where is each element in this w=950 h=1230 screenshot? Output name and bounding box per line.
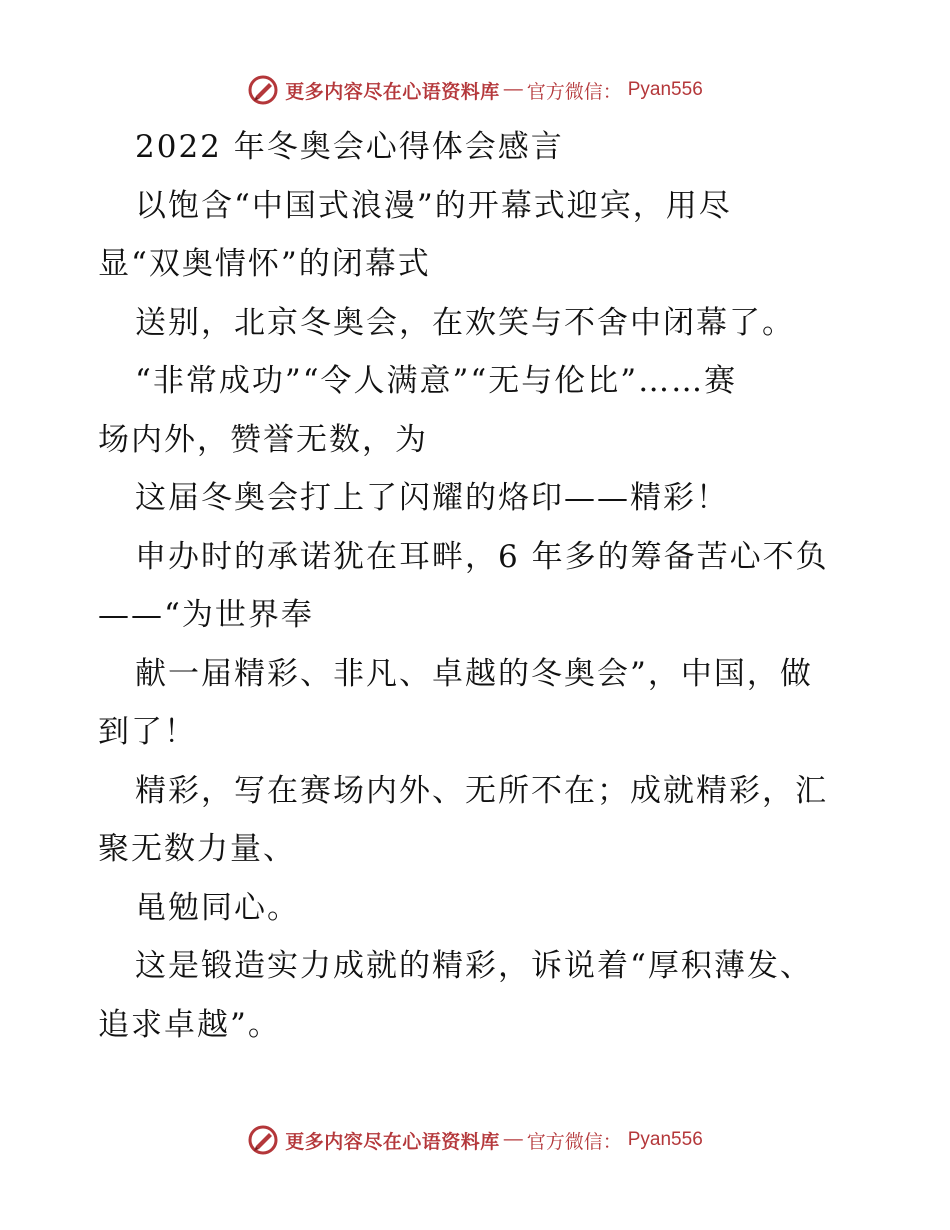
banner-brand-text: 更多内容尽在心语资料库	[285, 80, 500, 103]
text-line: 到了！	[98, 714, 197, 750]
banner-wechat-handle: Pyan556	[627, 1129, 703, 1150]
text-line: 这届冬奥会打上了闪耀的烙印——精彩！	[135, 480, 729, 516]
footer-banner	[0, 1120, 950, 1160]
pen-logo-icon	[247, 1124, 279, 1156]
text-line: 献一届精彩、非凡、卓越的冬奥会”，中国，做	[135, 655, 813, 692]
banner-official-label: 官方微信：	[526, 1130, 622, 1153]
text-line: 显“双奥情怀”的闭幕式	[98, 246, 431, 282]
text-line: ——“为世界奉	[98, 597, 314, 633]
pen-logo-icon	[247, 74, 279, 106]
banner-dash: —	[503, 79, 523, 100]
text-line: 申办时的承诺犹在耳畔，6 年多的筹备苦心不负	[135, 538, 829, 575]
text-line: “非常成功”“令人满意”“无与伦比”……赛	[135, 363, 738, 399]
banner-brand-text: 更多内容尽在心语资料库	[285, 1130, 500, 1153]
text-line: 场内外，赞誉无数，为	[98, 421, 428, 458]
text-line: 以饱含“中国式浪漫”的开幕式迎宾，用尽	[135, 187, 732, 224]
text-line: 黾勉同心。	[135, 889, 300, 926]
text-line: 送别，北京冬奥会，在欢笑与不舍中闭幕了。	[135, 304, 795, 341]
text-line: 精彩，写在赛场内外、无所不在；成就精彩，汇	[135, 772, 828, 809]
document-title: 2022 年冬奥会心得体会感言	[135, 129, 564, 165]
text-line: 追求卓越”。	[98, 1006, 281, 1043]
text-line: 这是锻造实力成就的精彩，诉说着“厚积薄发、	[135, 948, 813, 984]
banner-wechat-handle: Pyan556	[627, 79, 703, 100]
banner-official-label: 官方微信：	[526, 80, 622, 103]
text-line: 聚无数力量、	[98, 831, 296, 867]
banner-dash: —	[503, 1129, 523, 1150]
document-body	[98, 118, 858, 1054]
header-banner	[0, 70, 950, 110]
